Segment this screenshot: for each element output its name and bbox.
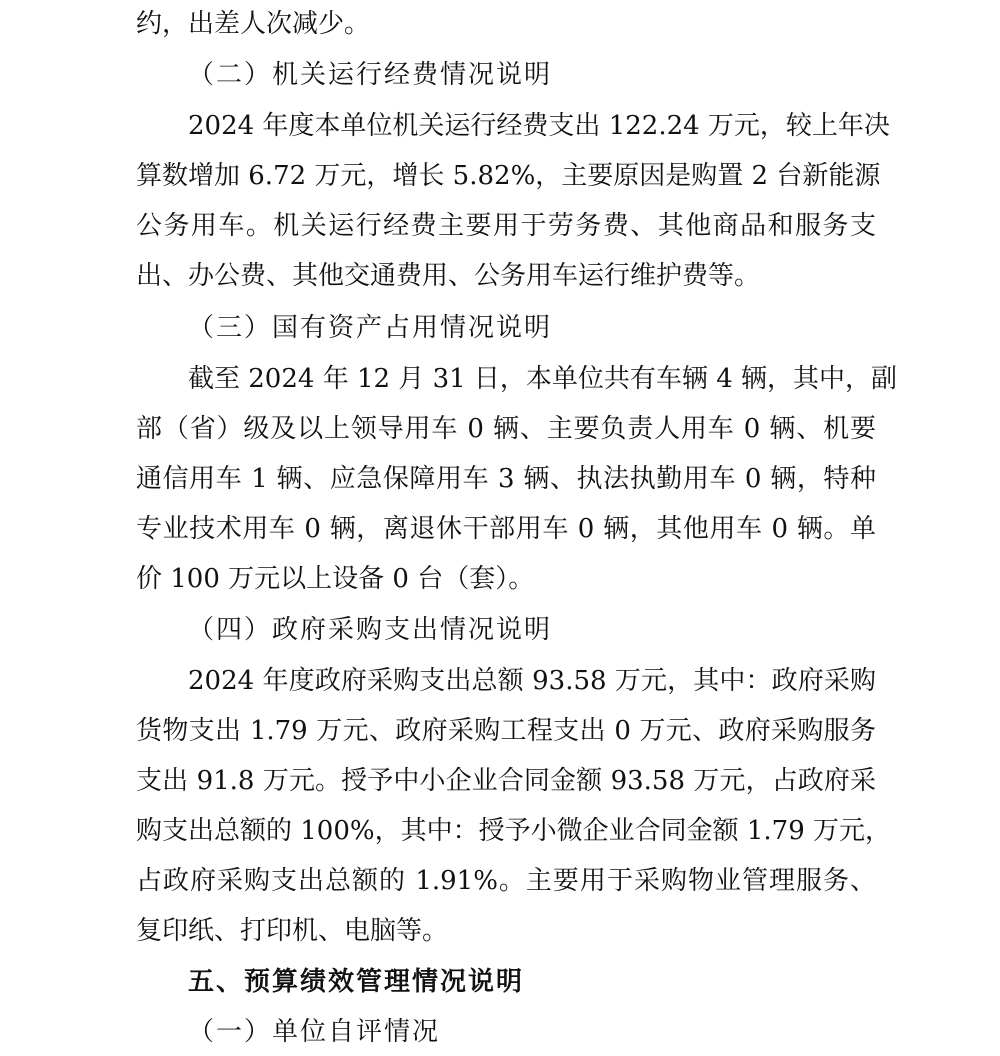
paragraph-line: 货物支出 1.79 万元、政府采购工程支出 0 万元、政府采购服务 [136, 716, 876, 746]
paragraph-tail-line: 约，出差人次减少。 [136, 9, 371, 39]
section-heading-self-evaluation: （一）单位自评情况 [188, 1017, 441, 1047]
paragraph-line: 截至 2024 年 12 月 31 日，本单位共有车辆 4 辆，其中，副 [188, 364, 897, 394]
paragraph-line: 专业技术用车 0 辆，离退休干部用车 0 辆，其他用车 0 辆。单 [136, 514, 876, 544]
paragraph-line: 复印纸、打印机、电脑等。 [136, 916, 449, 946]
paragraph-line: 2024 年度本单位机关运行经费支出 122.24 万元，较上年决 [188, 111, 890, 141]
paragraph-line: 支出 91.8 万元。授予中小企业合同金额 93.58 万元，占政府采 [136, 766, 876, 796]
paragraph-line: 价 100 万元以上设备 0 台（套）。 [136, 564, 535, 594]
paragraph-line: 购支出总额的 100%，其中：授予小微企业合同金额 1.79 万元， [136, 816, 892, 846]
paragraph-line: 部（省）级及以上领导用车 0 辆、主要负责人用车 0 辆、机要 [136, 414, 876, 444]
paragraph-line: 公务用车。机关运行经费主要用于劳务费、其他商品和服务支 [136, 211, 876, 241]
section-heading-state-assets: （三）国有资产占用情况说明 [188, 313, 553, 343]
paragraph-line: 2024 年度政府采购支出总额 93.58 万元，其中：政府采购 [188, 666, 876, 696]
section-heading-operating-expenses: （二）机关运行经费情况说明 [188, 60, 553, 90]
paragraph-line: 出、办公费、其他交通费用、公务用车运行维护费等。 [136, 261, 761, 291]
paragraph-line: 通信用车 1 辆、应急保障用车 3 辆、执法执勤用车 0 辆，特种 [136, 464, 876, 494]
section-heading-government-procurement: （四）政府采购支出情况说明 [188, 615, 553, 645]
chapter-heading-performance-management: 五、预算绩效管理情况说明 [188, 967, 525, 997]
paragraph-line: 算数增加 6.72 万元，增长 5.82%，主要原因是购置 2 台新能源 [136, 161, 881, 191]
paragraph-line: 占政府采购支出总额的 1.91%。主要用于采购物业管理服务、 [136, 866, 876, 896]
